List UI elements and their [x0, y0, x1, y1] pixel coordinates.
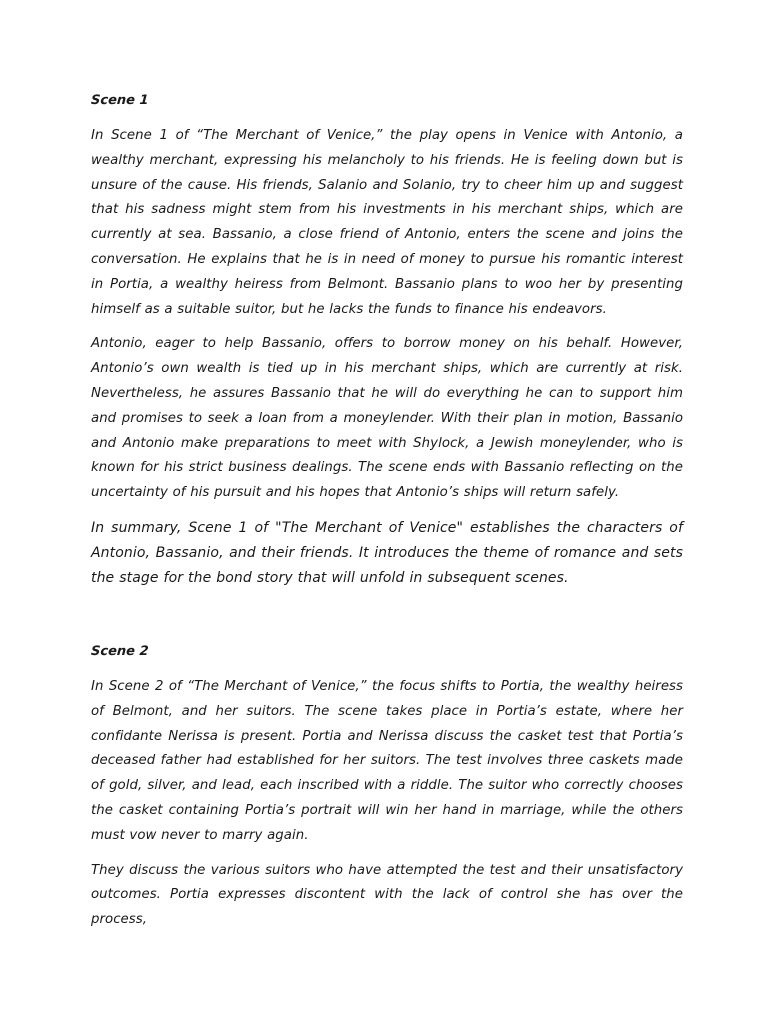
document-page	[91, 92, 683, 943]
scene-1-paragraph-2: Antonio, eager to help Bassanio, offers to borrow money on his behalf. However, Antonio’s own wealth is tied up in his merchant ships, which are currently at risk. Nevertheless, he assures Bassanio that he will do everything he can to support him and promises to seek a loan from a moneylender. With their plan in motion, Bassanio and Antonio make preparations to meet with Shylock, a Jewish moneylender, who is known for his strict business dealings. The scene ends with Bassanio reflecting on the uncertainty of his pursuit and his hopes that Antonio’s ships will return safely.	[91, 336, 683, 501]
section-heading-scene-2: Scene 2	[90, 643, 150, 659]
scene-1-paragraph-1: In Scene 1 of “The Merchant of Venice,” the play opens in Venice with Antonio, a wealthy merchant, expressing his melancholy to his friends. He is feeling down but is unsure of the cause. His friends, Salanio and Solanio, try to cheer him up and suggest that his sadness might stem from his investments in his merchant ships, which are currently at sea. Bassanio, a close friend of Antonio, enters the scene and joins the conversation. He explains that he is in need of money to pursue his romantic interest in Portia, a wealthy heiress from Belmont. Bassanio plans to woo her by presenting himself as a suitable suitor, but he lacks the funds to finance his endeavors.	[91, 128, 683, 317]
scene-1-summary-paragraph: In summary, Scene 1 of "The Merchant of Venice" establishes the characters of Antonio, Bassanio, and their friends. It introduces the theme of romance and sets the stage for the bond story that will unfold in subsequent scenes.	[91, 519, 683, 586]
section-divider-space	[91, 601, 683, 643]
scene-2-paragraph-1: In Scene 2 of “The Merchant of Venice,” the focus shifts to Portia, the wealthy heiress of Belmont, and her suitors. The scene takes place in Portia’s estate, where her confidante Nerissa is present. Portia and Nerissa discuss the casket test that Portia’s deceased father had established for her suitors. The test involves three caskets made of gold, silver, and lead, each inscribed with a riddle. The suitor who correctly chooses the casket containing Portia’s portrait will win her hand in marriage, while the others must vow never to marry again.	[91, 678, 683, 843]
scene-2-paragraph-2: They discuss the various suitors who have attempted the test and their unsatisfactory outcomes. Portia expresses discontent with the lack of control she has over the process,	[91, 862, 683, 928]
section-heading-scene-1: Scene 1	[90, 93, 150, 108]
